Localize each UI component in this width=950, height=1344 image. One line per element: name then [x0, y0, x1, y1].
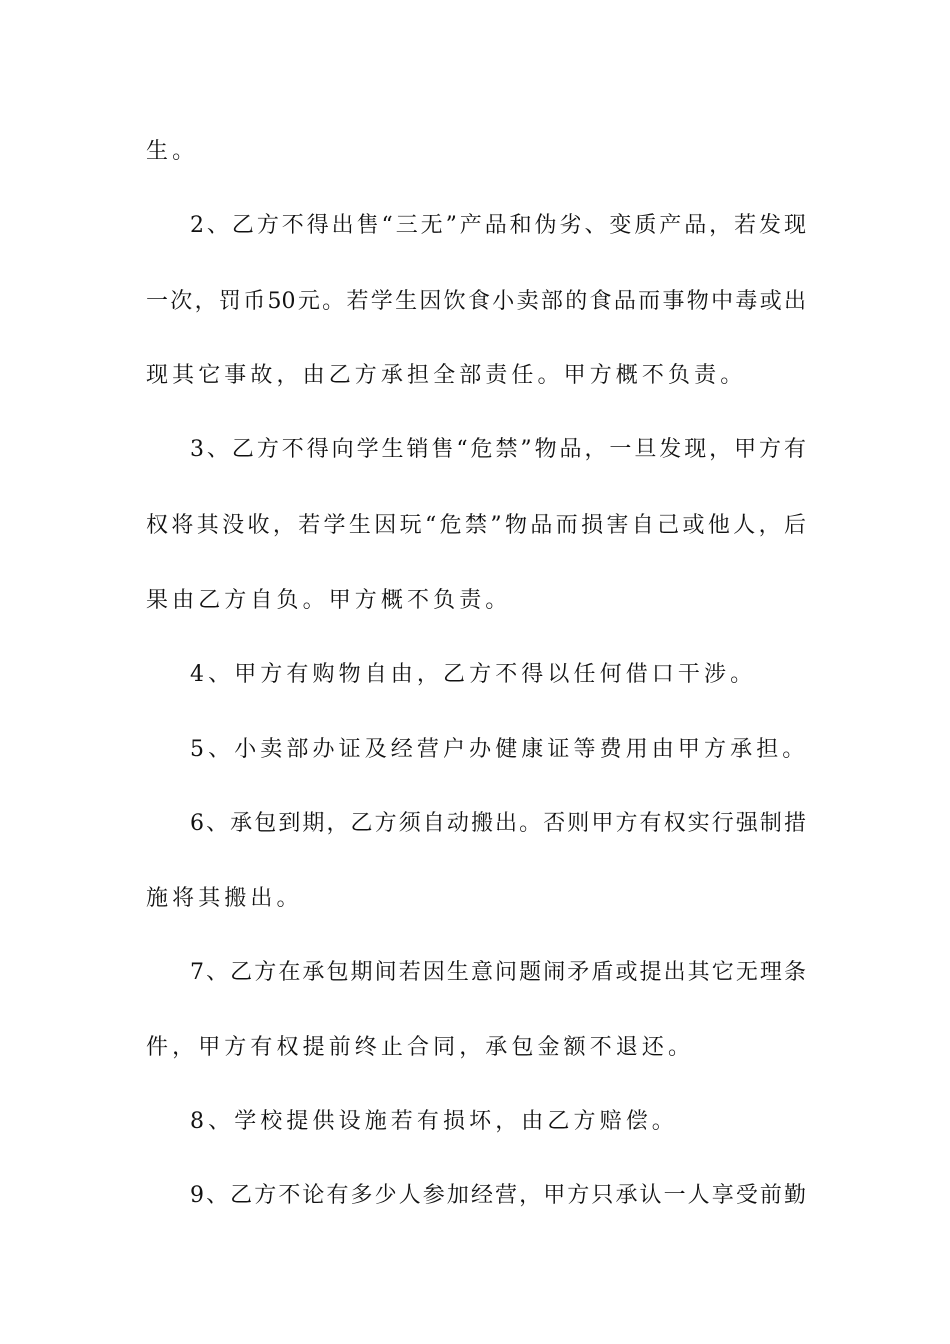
- text-line: 权将其没收，若学生因玩“危禁”物品而损害自己或他人，后: [146, 513, 806, 538]
- text-line: 2、乙方不得出售“三无”产品和伪劣、变质产品，若发现: [190, 213, 806, 238]
- text-line: 3、乙方不得向学生销售“危禁”物品，一旦发现，甲方有: [190, 437, 806, 462]
- text-line: 件，甲方有权提前终止合同，承包金额不退还。: [146, 1035, 695, 1060]
- text-line: 9、乙方不论有多少人参加经营，甲方只承认一人享受前勤: [190, 1183, 806, 1208]
- text-line: 7、乙方在承包期间若因生意问题闹矛盾或提出其它无理条: [190, 960, 806, 985]
- text-line: 4、甲方有购物自由，乙方不得以任何借口干涉。: [190, 662, 757, 687]
- text-line: 果由乙方自负。甲方概不负责。: [146, 588, 512, 613]
- text-line: 5、小卖部办证及经营户办健康证等费用由甲方承担。: [190, 737, 809, 762]
- text-line: 8、学校提供设施若有损坏，由乙方赔偿。: [190, 1109, 678, 1134]
- text-line: 生。: [146, 139, 199, 164]
- text-line: 6、承包到期，乙方须自动搬出。否则甲方有权实行强制措: [190, 811, 806, 836]
- text-line: 一次，罚币50元。若学生因饮食小卖部的食品而事物中毒或出: [146, 289, 806, 314]
- text-line: 现其它事故，由乙方承担全部责任。甲方概不负责。: [146, 363, 747, 388]
- text-line: 施将其搬出。: [146, 886, 303, 911]
